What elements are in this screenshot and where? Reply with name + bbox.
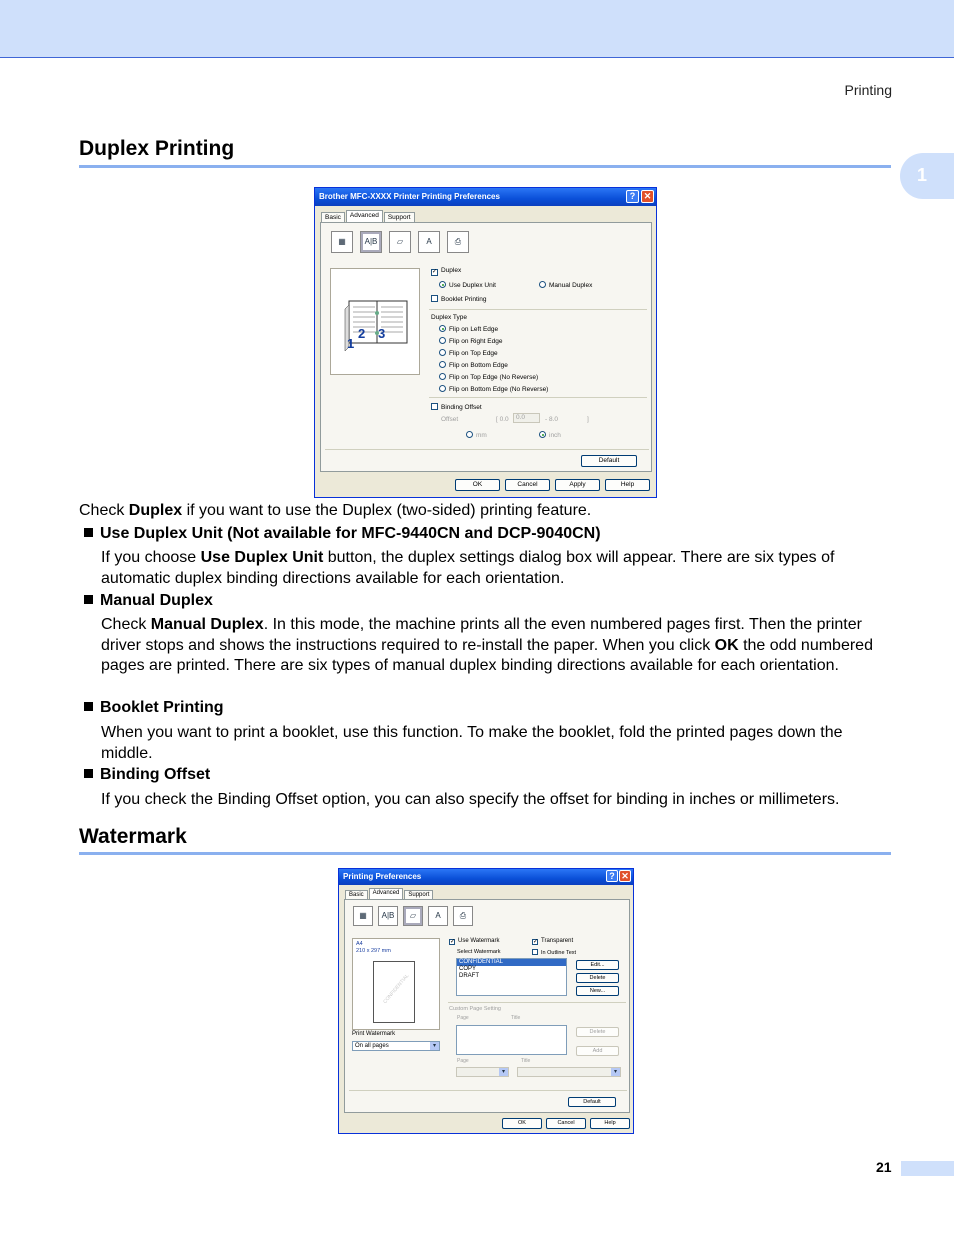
section-rule: [79, 852, 891, 855]
section-title-duplex: Duplex Printing: [79, 137, 235, 160]
duplex-type-radio[interactable]: Flip on Top Edge: [439, 349, 498, 357]
duplex-type-radio[interactable]: Flip on Top Edge (No Reverse): [439, 373, 538, 381]
help-icon[interactable]: ?: [626, 190, 639, 203]
tab-basic[interactable]: Basic: [345, 890, 368, 899]
dialog-title: Brother MFC-XXXX Printer Printing Preferences: [319, 192, 500, 201]
device-options-icon[interactable]: ⎙: [447, 231, 469, 253]
page-select-label: Page: [457, 1058, 469, 1064]
chapter-tab: [900, 153, 954, 199]
dialog-title: Printing Preferences: [343, 872, 422, 881]
chapter-number: 1: [917, 165, 928, 185]
close-icon[interactable]: ✕: [641, 190, 654, 203]
separator: [429, 309, 647, 310]
bullet-body: If you check the Binding Offset option, you can also specify the offset for binding in inches or millimeters.: [101, 791, 840, 808]
dialog-tabs: [345, 890, 434, 899]
manual-duplex-radio[interactable]: Manual Duplex: [539, 281, 592, 289]
close-icon[interactable]: ✕: [619, 870, 631, 882]
quality-icon[interactable]: ▦: [353, 906, 373, 926]
bullet-heading: Manual Duplex: [84, 592, 213, 610]
tab-advanced[interactable]: Advanced: [369, 888, 404, 899]
binding-offset-checkbox[interactable]: Binding Offset: [431, 403, 482, 411]
separator: [349, 1090, 627, 1091]
print-watermark-label: Print Watermark: [352, 1031, 396, 1037]
paper-size: A4: [356, 941, 363, 947]
preview-page-3: 3: [378, 326, 386, 341]
default-button[interactable]: Default: [581, 455, 637, 467]
use-duplex-unit-radio[interactable]: Use Duplex Unit: [439, 281, 496, 289]
advanced-panel: [344, 899, 630, 1113]
preview-page: [373, 961, 415, 1023]
watermark-list[interactable]: [456, 958, 567, 996]
select-watermark-label: Select Watermark: [457, 949, 501, 955]
preview-page-2: 2: [358, 326, 366, 341]
duplex-type-radio[interactable]: Flip on Left Edge: [439, 325, 498, 333]
booklet-preview-image: [331, 269, 421, 376]
preview-page-1: 1: [347, 336, 355, 351]
page-setting-icon[interactable]: A: [428, 906, 448, 926]
dialog-tabs: [321, 212, 416, 222]
separator: [325, 449, 649, 450]
offset-label: Offset: [441, 416, 459, 423]
help-button[interactable]: Help: [590, 1118, 630, 1129]
watermark-list-item[interactable]: COPY: [459, 966, 477, 972]
booklet-printing-checkbox[interactable]: Booklet Printing: [431, 295, 487, 303]
watermark-preview: [352, 938, 440, 1030]
apply-button[interactable]: Apply: [555, 479, 600, 491]
cancel-button[interactable]: Cancel: [505, 479, 550, 491]
transparent-checkbox[interactable]: ✓ Transparent: [533, 938, 574, 945]
outline-text-checkbox[interactable]: In Outline Text: [532, 949, 576, 956]
checkbox-checked: ✓: [432, 269, 438, 275]
use-watermark-checkbox[interactable]: ✓ Use Watermark: [450, 938, 500, 945]
mm-radio[interactable]: mm: [466, 431, 487, 439]
custom-page-list[interactable]: [456, 1025, 567, 1055]
offset-range-close: ]: [587, 416, 589, 423]
duplex-preferences-dialog: [314, 187, 657, 498]
bullet-body: When you want to print a booklet, use this function. To make the booklet, fold the printed pages down the middle.: [101, 724, 843, 762]
tab-advanced[interactable]: Advanced: [346, 210, 383, 222]
watermark-icon[interactable]: ▱: [403, 906, 423, 926]
cancel-button[interactable]: Cancel: [546, 1118, 586, 1129]
section-title-watermark: Watermark: [79, 825, 187, 848]
bullet-heading: Binding Offset: [84, 766, 210, 784]
add-button[interactable]: Add: [576, 1046, 619, 1056]
quality-icon[interactable]: ▦: [331, 231, 353, 253]
tab-support[interactable]: Support: [384, 212, 415, 222]
separator: [448, 1002, 626, 1003]
page-setting-icon[interactable]: A: [418, 231, 440, 253]
section-rule: [79, 165, 891, 168]
dialog-titlebar: [339, 869, 633, 885]
offset-range-start: [ 0.0: [496, 416, 509, 423]
dialog-titlebar: [315, 188, 656, 206]
watermark-icon[interactable]: ▱: [389, 231, 411, 253]
bullet-body: Check Manual Duplex. In this mode, the machine prints all the even numbered pages first. Then the printer driver stops and shows the instructions required to re-install the paper. When you click OK the odd numbered pages are printed. There are six types of manual duplex binding directions available for each orientation.: [101, 616, 873, 674]
inch-radio[interactable]: inch: [539, 431, 561, 439]
intro-paragraph: Check Duplex if you want to use the Duplex (two-sided) printing feature.: [79, 502, 592, 519]
watermark-preferences-dialog: [338, 868, 634, 1134]
bullet-heading: Booklet Printing: [84, 699, 224, 717]
bullet-body: If you choose Use Duplex Unit button, the duplex settings dialog box will appear. There are six types of automatic duplex binding directions available for each orientation.: [101, 549, 835, 587]
duplex-type-label: Duplex Type: [431, 314, 468, 321]
title-column-label: Title: [511, 1015, 521, 1021]
ok-button[interactable]: OK: [502, 1118, 542, 1129]
custom-page-setting-label: Custom Page Setting: [449, 1006, 501, 1012]
duplex-type-radio[interactable]: Flip on Right Edge: [439, 337, 502, 345]
help-icon[interactable]: ?: [606, 870, 618, 882]
header-band: [0, 0, 954, 58]
page-select[interactable]: [456, 1067, 509, 1077]
duplex-preview: [330, 268, 420, 375]
bullet-heading: Use Duplex Unit (Not available for MFC-9440CN and DCP-9040CN): [84, 525, 601, 543]
watermark-list-item[interactable]: DRAFT: [459, 973, 479, 979]
device-options-icon[interactable]: ⎙: [453, 906, 473, 926]
offset-range-end: - 8.0: [545, 416, 559, 423]
offset-input[interactable]: 0.0: [513, 413, 540, 423]
preview-watermark-text: CONFIDENTIAL: [382, 973, 411, 1005]
page-column-label: Page: [457, 1015, 469, 1021]
title-select[interactable]: [517, 1067, 621, 1077]
footer-band: [901, 1161, 954, 1176]
help-button[interactable]: Help: [605, 479, 650, 491]
print-watermark-select[interactable]: On all pages ▾: [352, 1041, 440, 1051]
duplex-icon[interactable]: A|B: [360, 231, 382, 253]
advanced-panel: [320, 222, 652, 472]
page-number: 21: [876, 1159, 892, 1175]
running-head: Printing: [844, 82, 892, 98]
duplex-checkbox[interactable]: ✓ Duplex: [432, 267, 462, 275]
edit-button[interactable]: Edit...: [576, 960, 619, 970]
duplex-type-radio[interactable]: Flip on Bottom Edge (No Reverse): [439, 385, 548, 393]
separator: [429, 397, 647, 398]
delete-button[interactable]: Delete: [576, 973, 619, 983]
new-button[interactable]: New...: [576, 986, 619, 996]
paper-dimensions: 210 x 297 mm: [356, 948, 391, 954]
tab-support[interactable]: Support: [404, 890, 433, 899]
tab-basic[interactable]: Basic: [321, 212, 345, 222]
duplex-type-radio[interactable]: Flip on Bottom Edge: [439, 361, 508, 369]
duplex-icon[interactable]: A|B: [378, 906, 398, 926]
default-button[interactable]: Default: [568, 1097, 616, 1107]
watermark-list-item[interactable]: CONFIDENTIAL: [457, 959, 566, 966]
delete-custom-button[interactable]: Delete: [576, 1027, 619, 1037]
title-select-label: Title: [521, 1058, 531, 1064]
ok-button[interactable]: OK: [455, 479, 500, 491]
